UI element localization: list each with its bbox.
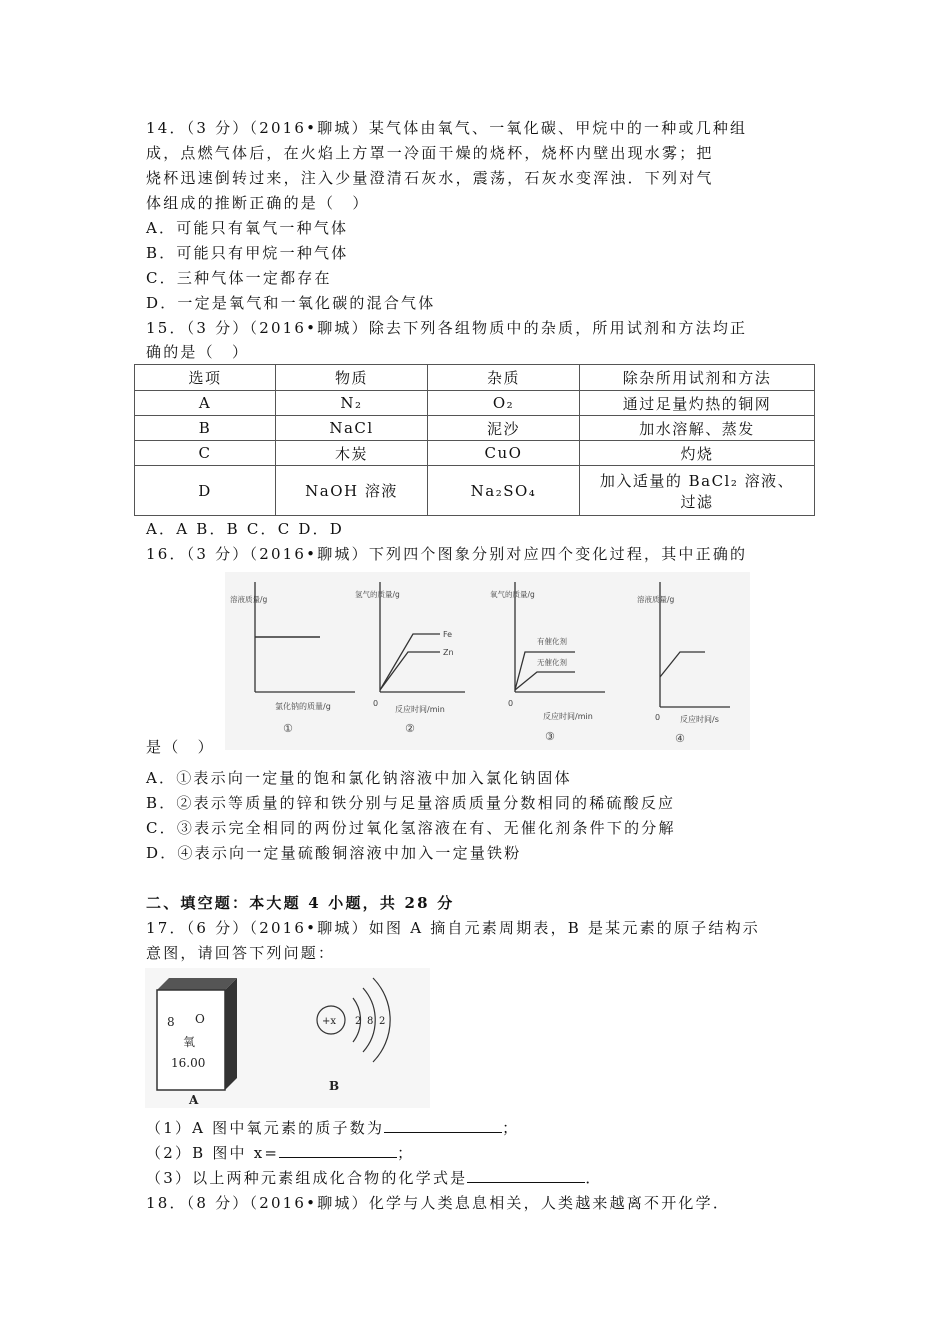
table-header-cell: 杂质 [428,365,580,391]
nucleus-charge: +x [322,1016,337,1027]
graph-1-ylabel: 溶液质量/g [230,595,268,604]
table-row [135,391,815,416]
graph-4-xlabel: 反应时间/s [680,715,719,724]
q16-option-a: A．①表示向一定量的饱和氯化钠溶液中加入氯化钠固体 [146,769,572,787]
caption-b: B [329,1079,340,1093]
graph-3-number: ③ [545,730,555,743]
shell-3-electrons: 2 [379,1016,386,1027]
table-cell: 灼烧 [580,441,815,466]
table-cell: O₂ [428,391,580,416]
table-header-cell: 选项 [135,365,276,391]
q18-line-1: 18．（8 分）（2016•聊城）化学与人类息息相关，人类越来越离不开化学． [146,1194,731,1212]
graph-2-origin: 0 [373,699,379,708]
table-cell: N₂ [276,391,428,416]
q14-option-b: B．可能只有甲烷一种气体 [146,244,349,262]
q17-sub-1 [146,1118,519,1138]
table-cell: 木炭 [276,441,428,466]
q15-line-1: 15．（3 分）（2016•聊城）除去下列各组物质中的杂质，所用试剂和方法均正 [146,319,748,337]
q14-option-c: C．三种气体一定都存在 [146,269,332,287]
q16-line-1: 16．（3 分）（2016•聊城）下列四个图象分别对应四个变化过程，其中正确的 [146,545,748,563]
q15-line-2: 确的是（ ） [146,343,250,361]
graph-2-number: ② [405,722,415,735]
graph-3-curve-label-catalyst: 有催化剂 [537,637,567,646]
graph-4-number: ④ [675,732,685,745]
table-cell: D [135,466,276,516]
graph-3-ylabel: 氧气的质量/g [490,590,535,599]
graph-4-origin: 0 [655,713,661,722]
graph-2-xlabel: 反应时间/min [395,705,445,714]
table-cell: NaOH 溶液 [276,466,428,516]
q14-line-2: 成，点燃气体后，在火焰上方罩一冷面干燥的烧杯，烧杯内壁出现水雾；把 [146,144,714,162]
table-header-cell: 除杂所用试剂和方法 [580,365,815,391]
element-name: 氧 [183,1035,196,1049]
q14-line-1: 14．（3 分）（2016•聊城）某气体由氧气、一氧化碳、甲烷中的一种或几种组 [146,119,748,137]
graph-3-xlabel: 反应时间/min [543,712,593,721]
q17-sub-3-text: （3）以上两种元素组成化合物的化学式是 [146,1169,468,1187]
q17-line-1: 17．（6 分）（2016•聊城）如图 A 摘自元素周期表，B 是某元素的原子结构示 [146,919,760,937]
table-row [135,416,815,441]
graph-2-ylabel: 氢气的质量/g [355,590,400,599]
shell-2-electrons: 8 [367,1016,374,1027]
table-cell: 加水溶解、蒸发 [580,416,815,441]
table-header-row [135,365,815,391]
graph-1-xlabel: 氯化钠的质量/g [275,702,331,711]
table-cell: A [135,391,276,416]
q17-sub-1-end: ； [502,1119,520,1137]
table-cell: Na₂SO₄ [428,466,580,516]
table-cell: 加入适量的 BaCl₂ 溶液、过滤 [580,466,815,516]
tile-side [225,978,237,1090]
table-cell: 泥沙 [428,416,580,441]
section-2-heading: 二、填空题：本大题 4 小题，共 28 分 [146,894,455,912]
table-cell: B [135,416,276,441]
q17-line-2: 意图，请回答下列问题： [146,944,336,962]
atomic-mass: 16.00 [171,1056,206,1070]
table-row [135,441,815,466]
q17-sub-2 [146,1143,414,1163]
q17-figure [145,968,430,1108]
atomic-number: 8 [167,1015,175,1029]
q16-graphs-figure [225,572,750,750]
tile-top [157,978,237,990]
q17-sub-1-text: （1）A 图中氧元素的质子数为 [146,1119,385,1137]
caption-a: A [189,1093,199,1107]
q14-option-d: D．一定是氧气和一氧化碳的混合气体 [146,294,436,312]
table-row [135,466,815,516]
graph-3-origin: 0 [508,699,514,708]
q16-option-d: D．④表示向一定量硫酸铜溶液中加入一定量铁粉 [146,844,522,862]
q17-sub-2-text: （2）B 图中 x= [146,1144,280,1162]
q17-sub-3-end: ． [585,1169,603,1187]
table-header-cell: 物质 [276,365,428,391]
table-cell: NaCl [276,416,428,441]
q16-line-2: 是（ ） [146,738,215,756]
table-cell: 通过足量灼热的铜网 [580,391,815,416]
element-tile [157,978,237,1107]
answer-blank-3[interactable] [467,1168,585,1183]
q14-option-a: A．可能只有氧气一种气体 [146,219,349,237]
answer-blank-2[interactable] [279,1143,397,1158]
q14-line-4: 体组成的推断正确的是（ ） [146,194,370,212]
q17-sub-2-end: ； [397,1144,415,1162]
graph-2-curve-label-fe: Fe [443,630,453,639]
q14-line-3: 烧杯迅速倒转过来，注入少量澄清石灰水，震荡，石灰水变浑浊．下列对气 [146,169,714,187]
graph-2-curve-label-zn: Zn [443,648,454,657]
graph-3-curve-label-no-catalyst: 无催化剂 [537,658,567,667]
shell-1-electrons: 2 [355,1016,362,1027]
q16-option-b: B．②表示等质量的锌和铁分别与足量溶质质量分数相同的稀硫酸反应 [146,794,676,812]
q15-answers: A．A B．B C．C D．D [146,520,345,538]
table-cell: C [135,441,276,466]
q15-options-table [134,364,815,516]
graph-4-ylabel: 溶液质量/g [637,595,675,604]
answer-blank-1[interactable] [384,1118,502,1133]
table-cell: CuO [428,441,580,466]
q16-option-c: C．③表示完全相同的两份过氧化氢溶液在有、无催化剂条件下的分解 [146,819,676,837]
graph-1-number: ① [283,722,293,735]
q17-sub-3 [146,1168,603,1188]
element-symbol: O [195,1012,205,1026]
